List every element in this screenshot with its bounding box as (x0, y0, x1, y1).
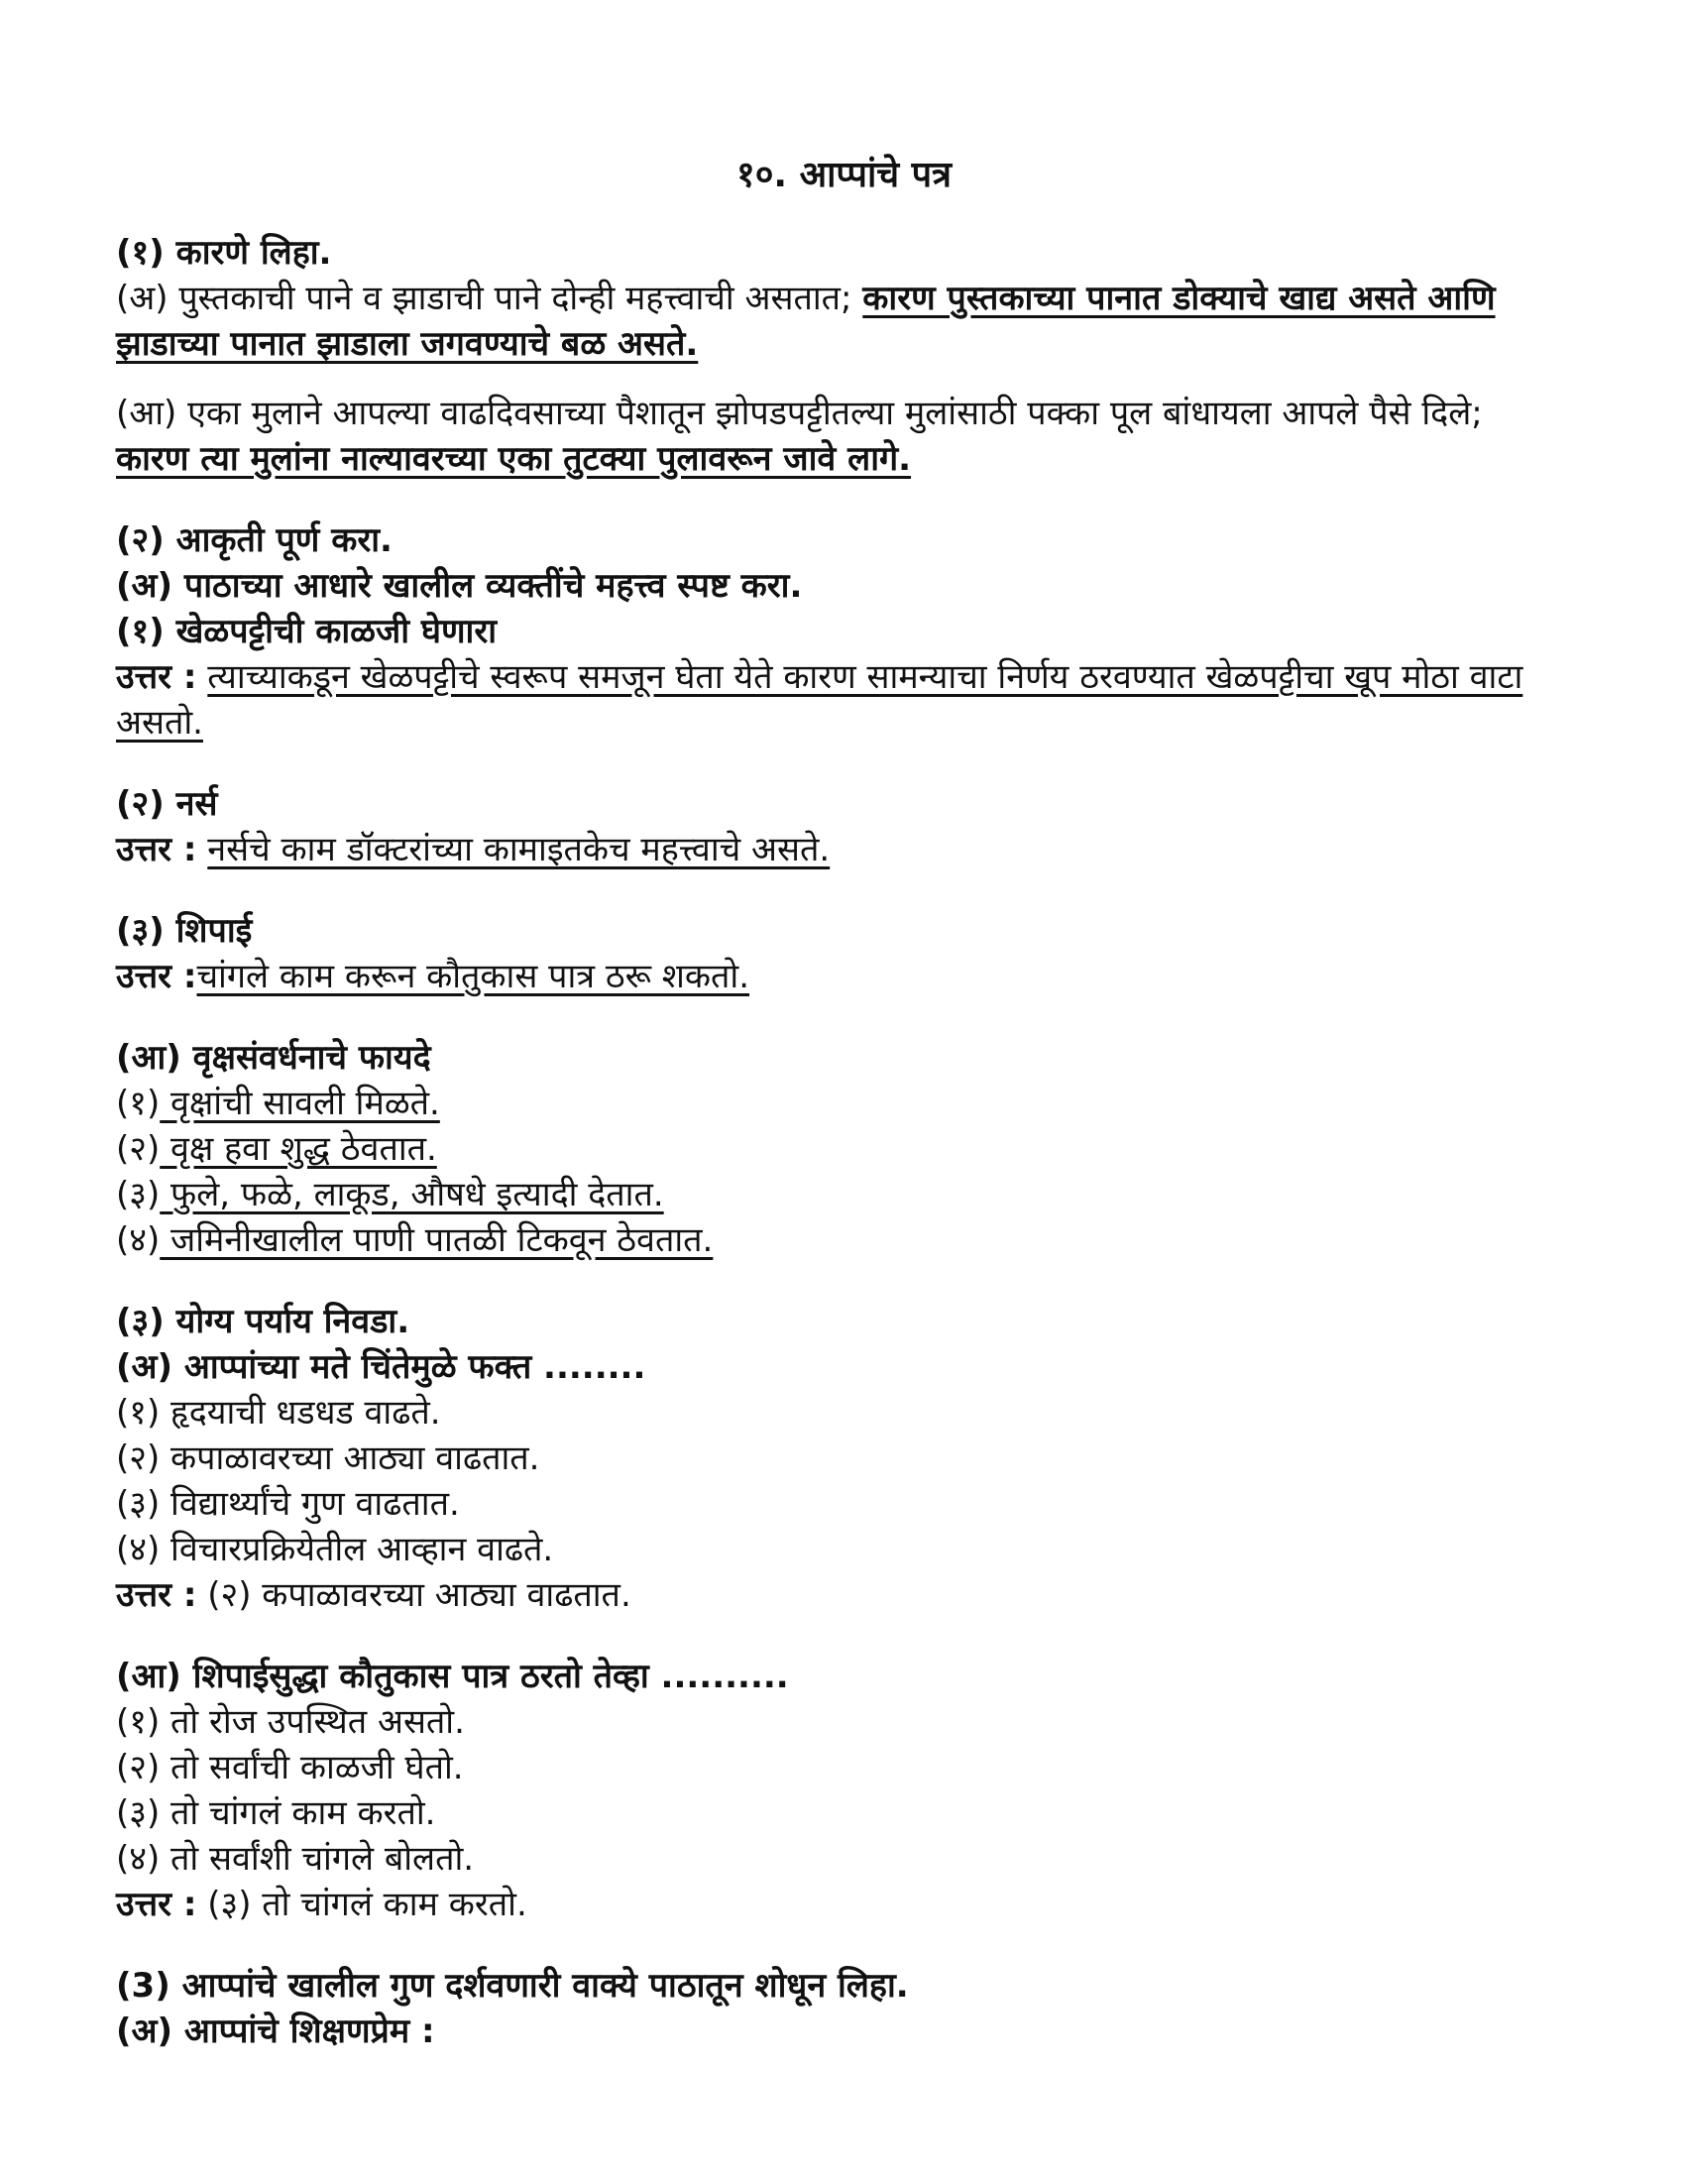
benefit-text: वृक्ष हवा शुद्ध ठेवतात. (160, 1129, 437, 1169)
option-item: (३) तो चांगलं काम करतो. (116, 1793, 436, 1833)
option-item: (३) विद्यार्थ्यांचे गुण वाढतात. (116, 1484, 460, 1524)
benefit-item (116, 1081, 1543, 1126)
q1-b-answer: कारण त्या मुलांना नाल्यावरच्या एका तुटक्या पुलावरून जावे लागे. (116, 439, 912, 479)
option-item: (१) हृदयाची धडधड वाढते. (116, 1393, 441, 1433)
option-item: (४) विचारप्रक्रियेतील आव्हान वाढते. (116, 1530, 554, 1569)
benefit-item (116, 1126, 1543, 1172)
q2-item-2-answer: नर्सचे काम डॉक्टरांच्या कामाइतकेच महत्त्वाचे असते. (207, 830, 831, 869)
q4-sub-a: (अ) आप्पांचे शिक्षणप्रेम : (116, 2012, 435, 2051)
q1-a-prefix: (अ) पुस्तकाची पाने व झाडाची पाने दोन्ही महत्त्वाची असतात; (116, 279, 863, 318)
benefit-text: फुले, फळे, लाकूड, औषधे इत्यादी देतात. (160, 1175, 664, 1214)
option-item: (२) कपाळावरच्या आठ्या वाढतात. (116, 1438, 540, 1478)
benefit-num: (४) (116, 1220, 161, 1260)
q1-b (116, 391, 1543, 482)
q3-b-answer-line (116, 1882, 1543, 1927)
q1-a-answer: कारण पुस्तकाच्या पानात डोक्याचे खाद्य असते आणि झाडाच्या पानात झाडाला जगवण्याचे बळ असते. (116, 279, 1496, 364)
q2-item-3-answer: चांगले काम करून कौतुकास पात्र ठरू शकतो. (196, 957, 750, 996)
q3-a-question: (अ) आप्पांच्या मते चिंतेमुळे फक्त ........ (116, 1347, 646, 1387)
option-item: (१) तो रोज उपस्थित असतो. (116, 1702, 465, 1742)
q1-b-prefix: (आ) एका मुलाने आपल्या वाढदिवसाच्या पैशातून झोपडपट्टीतल्या मुलांसाठी पक्का पूल बांधायला आपले पैसे दिले; (116, 394, 1483, 433)
benefit-text: वृक्षांची सावली मिळते. (160, 1084, 440, 1123)
page-title: १०. आप्पांचे पत्र (735, 155, 952, 195)
q2-sub-a: (अ) पाठाच्या आधारे खालील व्यक्तींचे महत्त्व स्पष्ट करा. (116, 566, 803, 606)
benefit-num: (१) (116, 1084, 161, 1123)
q2-item-1-label: (१) खेळपट्टीची काळजी घेणारा (116, 612, 498, 651)
benefit-num: (२) (116, 1129, 161, 1169)
q1-heading: (१) कारणे लिहा. (116, 233, 332, 273)
q4-heading: (3) आप्पांचे खालील गुण दर्शवणारी वाक्ये पाठातून शोधून लिहा. (116, 1966, 909, 2006)
q3-b-answer: (३) तो चांगलं काम करतो. (196, 1885, 527, 1924)
benefit-item (116, 1172, 1543, 1217)
q3-b-question: (आ) शिपाईसुद्धा कौतुकास पात्र ठरतो तेव्हा .......... (116, 1657, 789, 1696)
answer-label: उत्तर : (116, 657, 197, 697)
q2-sub-b: (आ) वृक्षसंवर्धनाचे फायदे (116, 1038, 431, 1078)
q1-a (116, 276, 1543, 367)
q2-item-2-label: (२) नर्स (116, 784, 218, 824)
q2-item-1-answer-line (116, 654, 1543, 746)
answer-label: उत्तर : (116, 1575, 197, 1615)
answer-label: उत्तर : (116, 1885, 197, 1924)
q2-item-3-label: (३) शिपाई (116, 911, 253, 951)
option-item: (४) तो सर्वांशी चांगले बोलतो. (116, 1839, 475, 1879)
q2-item-2-answer-line (116, 827, 1543, 872)
benefit-item (116, 1217, 1543, 1263)
benefit-num: (३) (116, 1175, 161, 1214)
q2-item-3-answer-line (116, 954, 1543, 999)
q3-a-answer-line (116, 1572, 1543, 1618)
q2-heading: (२) आकृती पूर्ण करा. (116, 520, 393, 560)
document-body (116, 230, 1543, 2054)
q3-heading: (३) योग्य पर्याय निवडा. (116, 1302, 410, 1341)
q2-item-1-answer: त्याच्याकडून खेळपट्टीचे स्वरूप समजून घेता येते कारण सामन्याचा निर्णय ठरवण्यात खेळपट्टीचा खूप मोठा वाटा असतो. (116, 657, 1523, 743)
answer-label: उत्तर : (116, 957, 197, 996)
benefit-text: जमिनीखालील पाणी पातळी टिकवून ठेवतात. (160, 1220, 714, 1260)
option-item: (२) तो सर्वांची काळजी घेतो. (116, 1748, 464, 1787)
answer-label: उत्तर : (116, 830, 197, 869)
q3-a-answer: (२) कपाळावरच्या आठ्या वाढतात. (196, 1575, 631, 1615)
